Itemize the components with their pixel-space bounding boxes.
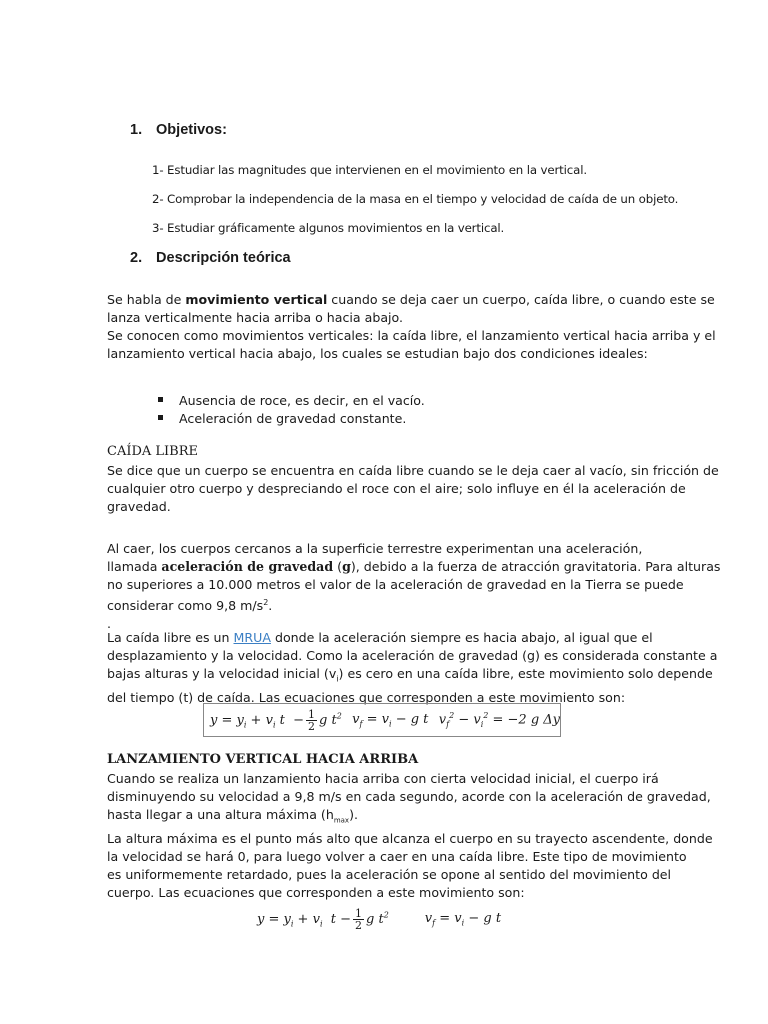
objective-item: 2- Comprobar la independencia de la masa en el tiempo y velocidad de caída de un objeto. <box>152 192 679 206</box>
text-run: Se habla de <box>107 292 186 307</box>
caida-libre-heading: CAÍDA LIBRE <box>107 444 199 459</box>
text-line: lanza verticalmente hacia arriba o hacia abajo. <box>107 310 404 325</box>
text-run: ( <box>333 559 343 574</box>
bold-term: aceleración de gravedad <box>161 559 334 574</box>
fraction-half: $\frac{1}{2}$ <box>308 707 316 733</box>
text-line: la velocidad se hará 0, para luego volver a caer en una caída libre. Este tipo de movimiento <box>107 848 687 864</box>
objective-item: 1- Estudiar las magnitudes que intervienen en el movimiento en la vertical. <box>152 163 587 177</box>
bullet-icon <box>158 397 163 402</box>
text-run: donde la aceleración siempre es hacia abajo, al igual que el <box>270 630 653 645</box>
list-item <box>158 392 425 410</box>
section-number: 2. <box>130 250 143 266</box>
section-heading-descripcion <box>130 250 291 266</box>
subscript: i <box>336 674 339 684</box>
fraction-half: $\frac{1}{2}$ <box>355 906 363 932</box>
bold-term: movimiento vertical <box>185 292 328 307</box>
text-line: cualquier otro cuerpo y despreciando el roce con el aire; solo influye en él la aceleración de <box>107 481 686 496</box>
section-title: Descripción teórica <box>156 250 291 266</box>
text-run: llamada <box>107 559 162 574</box>
caida-libre-paragraph-1 <box>107 462 719 516</box>
caida-libre-paragraph-2 <box>107 540 721 633</box>
text-line: Se conocen como movimientos verticales: la caída libre, el lanzamiento vertical hacia arriba y el <box>107 328 716 343</box>
text-line: gravedad. <box>107 499 171 514</box>
list-item-text: Aceleración de gravedad constante. <box>179 411 407 426</box>
conditions-list <box>158 392 425 428</box>
text-run: ), debido a la fuerza de atracción gravitatoria. Para alturas <box>350 559 721 574</box>
text-line: Se dice que un cuerpo se encuentra en caída libre cuando se le deja caer al vacío, sin fricción de <box>107 463 719 478</box>
equation-position: $y = y_i + v_i$ t − $\frac{1}{2}$ g $t^2$ <box>210 707 342 733</box>
list-item-text: Ausencia de roce, es decir, en el vacío. <box>179 393 425 408</box>
equation-velocity: $v_f = v_i - g$ t <box>352 711 429 729</box>
text-run: cuando se deja caer un cuerpo, caída libre, o cuando este se <box>327 292 715 307</box>
list-item <box>158 410 425 428</box>
text-run: . <box>268 598 273 614</box>
intro-paragraph <box>107 291 716 363</box>
text-line: disminuyendo su velocidad a 9,8 m/s en cada segundo, acorde con la aceleración de gravedad, <box>107 789 711 804</box>
text-run: considerar como 9,8 m/s <box>107 598 264 614</box>
text-line: es uniformemente retardado, pues la aceleración se opone al sentido del movimiento del <box>107 866 672 882</box>
mrua-link[interactable]: MRUA <box>233 630 271 645</box>
text-run: hasta llegar a una altura máxima (h <box>107 807 334 822</box>
text-line: del tiempo (t) de caída. Las ecuaciones que corresponden a este movimiento son: <box>107 689 626 705</box>
text-line: lanzamiento vertical hacia abajo, los cuales se estudian bajo dos condiciones ideales: <box>107 346 648 361</box>
lanzamiento-paragraph <box>107 770 713 902</box>
section-number: 1. <box>130 122 143 138</box>
caida-libre-paragraph-3 <box>107 629 718 707</box>
text-line: La altura máxima es el punto más alto que alcanza el cuerpo en su trayecto ascendente, donde <box>107 830 713 846</box>
lanzamiento-heading: LANZAMIENTO VERTICAL HACIA ARRIBA <box>107 752 419 767</box>
superscript: 2 <box>263 598 269 607</box>
text-line: Cuando se realiza un lanzamiento hacia arriba con cierta velocidad inicial, el cuerpo irá <box>107 771 659 786</box>
equation-position: $y = y_i + v_i$ t − $\frac{1}{2}$ g $t^2$ <box>257 906 389 932</box>
text-line: Al caer, los cuerpos cercanos a la superficie terrestre experimentan una aceleración, <box>107 541 643 556</box>
upward-throw-equations <box>257 902 501 936</box>
section-heading-objetivos <box>130 122 227 138</box>
text-run: La caída libre es un <box>107 630 234 645</box>
equation-velocity: $v_f = v_i - g$ t <box>424 910 502 928</box>
text-line: desplazamiento y la velocidad. Como la aceleración de gravedad (g) es considerada constante a <box>107 648 718 663</box>
text-run: bajas alturas y la velocidad inicial (v <box>107 666 337 681</box>
text-line: no superiores a 10.000 metros el valor de la aceleración de gravedad en la Tierra se puede <box>107 577 684 592</box>
free-fall-equations <box>203 703 561 737</box>
section-title: Objetivos: <box>156 122 227 138</box>
equation-velocity-squared: $v_f^2 - v_i^2 = -2$ g Δy <box>438 711 560 729</box>
text-line: cuerpo. Las ecuaciones que corresponden a este movimiento son: <box>107 884 525 900</box>
text-run: ). <box>349 807 359 822</box>
subscript: max <box>333 816 350 825</box>
bullet-icon <box>158 415 163 420</box>
bold-symbol: g <box>342 559 351 574</box>
objective-item: 3- Estudiar gráficamente algunos movimientos en la vertical. <box>152 221 505 235</box>
text-run: ) es cero en una caída libre, este movimiento solo depende <box>338 666 713 681</box>
text-line: . <box>107 616 112 632</box>
